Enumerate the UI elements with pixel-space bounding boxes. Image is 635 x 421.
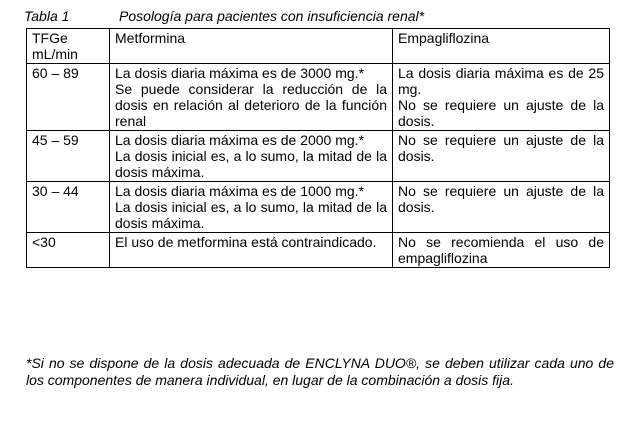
metformina-text: El uso de metformina está contraindicado.	[115, 234, 377, 250]
empagliflozina-cell	[393, 182, 610, 233]
header-tfge: TFGe mL/min	[27, 29, 110, 64]
empagliflozina-text: No se recomienda el uso de empagliflozina	[398, 234, 604, 266]
header-metformina: Metformina	[110, 29, 393, 64]
metformina-text: La dosis inicial es, a lo sumo, la mitad de la dosis máxima.	[115, 148, 387, 180]
metformina-text: La dosis diaria máxima es de 3000 mg.*	[115, 65, 365, 81]
metformina-cell	[110, 131, 393, 182]
empagliflozina-cell	[393, 64, 610, 131]
footnote: *Si no se dispone de la dosis adecuada de ENCLYNA DUO®, se deben utilizar cada uno de los componentes de manera individual, en lugar de la combinación a dosis fija.	[26, 355, 614, 388]
empagliflozina-text: No se requiere un ajuste de la dosis.	[398, 183, 604, 215]
metformina-cell	[110, 64, 393, 131]
header-empagliflozina: Empagliflozina	[393, 29, 610, 64]
metformina-cell	[110, 233, 393, 268]
empagliflozina-text: No se requiere un ajuste de la dosis.	[398, 132, 604, 164]
table-row	[27, 64, 610, 131]
metformina-text: La dosis diaria máxima es de 2000 mg.*	[115, 132, 365, 148]
metformina-text: La dosis inicial es, a lo sumo, la mitad de la dosis máxima.	[115, 199, 387, 231]
table-caption	[24, 8, 424, 25]
empagliflozina-cell	[393, 131, 610, 182]
table-number: Tabla 1	[24, 8, 70, 24]
empagliflozina-cell	[393, 233, 610, 268]
empagliflozina-text: La dosis diaria máxima es de 25 mg.	[398, 65, 604, 97]
metformina-cell	[110, 182, 393, 233]
table-title: Posología para pacientes con insuficiencia renal*	[119, 8, 425, 24]
table-row	[27, 182, 610, 233]
empagliflozina-text: No se requiere un ajuste de la dosis.	[398, 97, 604, 129]
metformina-text: La dosis diaria máxima es de 1000 mg.*	[115, 183, 365, 199]
metformina-text: Se puede considerar la reducción de la dosis en relación al deterioro de la función renal	[115, 81, 387, 129]
tfge-cell: 60 – 89	[27, 64, 110, 131]
tfge-cell: <30	[27, 233, 110, 268]
tfge-cell: 45 – 59	[27, 131, 110, 182]
table-row	[27, 233, 610, 268]
tfge-cell: 30 – 44	[27, 182, 110, 233]
table-row	[27, 131, 610, 182]
table-header-row	[27, 29, 610, 64]
dosage-table	[26, 28, 610, 268]
